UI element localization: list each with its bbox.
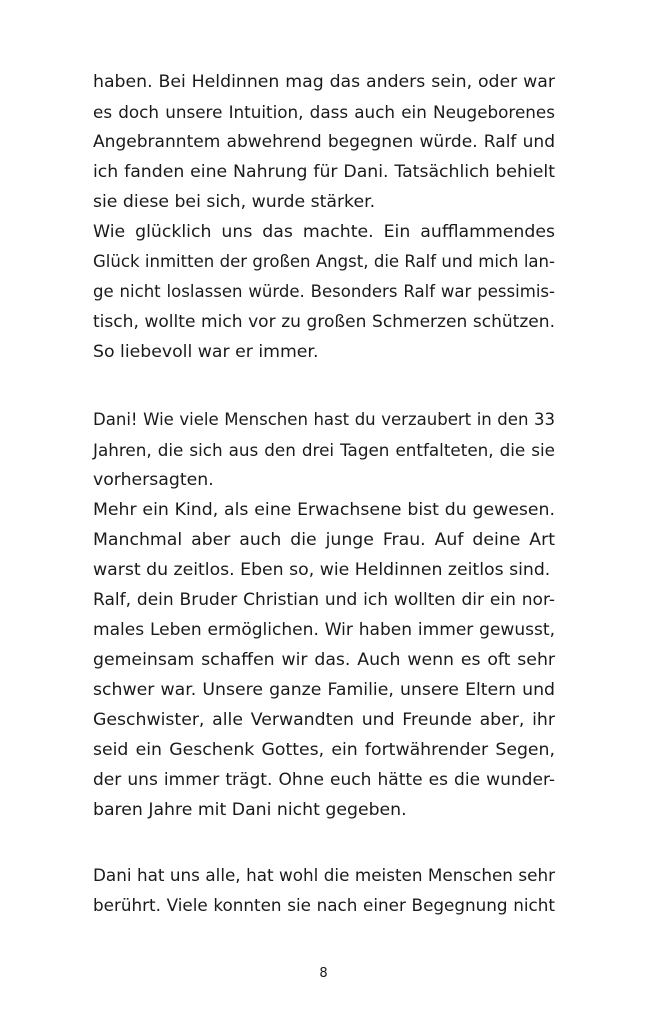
text-line: males Leben ermöglichen. Wir haben immer gewusst, <box>93 620 555 640</box>
text-line: So liebevoll war er immer. <box>93 342 319 362</box>
text-line: ge nicht loslassen würde. Besonders Ralf war pessimis- <box>93 282 555 301</box>
text-line: Dani! Wie viele Menschen hast du verzaubert in den 33 <box>93 410 555 429</box>
text-line: Ralf, dein Bruder Christian und ich wollten dir ein nor- <box>93 590 555 610</box>
text-line: tisch, wollte mich vor zu großen Schmerzen schützen. <box>93 312 555 332</box>
text-line: Geschwister, alle Verwandten und Freunde aber, ihr <box>93 710 555 730</box>
text-line: ich fanden eine Nahrung für Dani. Tatsächlich behielt <box>93 162 555 182</box>
text-line: der uns immer trägt. Ohne euch hätte es die wunder- <box>93 770 555 790</box>
text-line: Manchmal aber auch die junge Frau. Auf deine Art <box>93 530 555 550</box>
text-line: vorhersagten. <box>93 470 214 490</box>
text-line: sie diese bei sich, wurde stärker. <box>93 192 376 212</box>
text-line: Mehr ein Kind, als eine Erwachsene bist du gewesen. <box>93 500 555 520</box>
paragraph-3 <box>93 860 555 920</box>
text-line: seid ein Geschenk Gottes, ein fortwährender Segen, <box>93 740 555 760</box>
text-line: Wie glücklich uns das machte. Ein aufflammendes <box>93 222 555 242</box>
text-line: warst du zeitlos. Eben so, wie Heldinnen zeitlos sind. <box>93 560 551 580</box>
page-number: 8 <box>319 966 328 981</box>
paragraph-1 <box>93 67 555 367</box>
text-line: haben. Bei Heldinnen mag das anders sein, oder war <box>93 72 555 92</box>
text-line: baren Jahre mit Dani nicht gegeben. <box>93 800 407 820</box>
text-line: gemeinsam schaffen wir das. Auch wenn es oft sehr <box>93 650 555 670</box>
text-line: berührt. Viele konnten sie nach einer Begegnung nicht <box>93 895 555 915</box>
paragraph-2 <box>93 405 555 825</box>
text-line: Glück inmitten der großen Angst, die Ralf und mich lan- <box>93 252 555 271</box>
text-line: Angebranntem abwehrend begegnen würde. Ralf und <box>93 132 555 152</box>
text-line: Jahren, die sich aus den drei Tagen entfalteten, die sie <box>93 440 555 460</box>
text-line: es doch unsere Intuition, dass auch ein Neugeborenes <box>93 102 555 122</box>
text-line: schwer war. Unsere ganze Familie, unsere Eltern und <box>93 680 555 700</box>
text-line: Dani hat uns alle, hat wohl die meisten Menschen sehr <box>93 865 555 885</box>
